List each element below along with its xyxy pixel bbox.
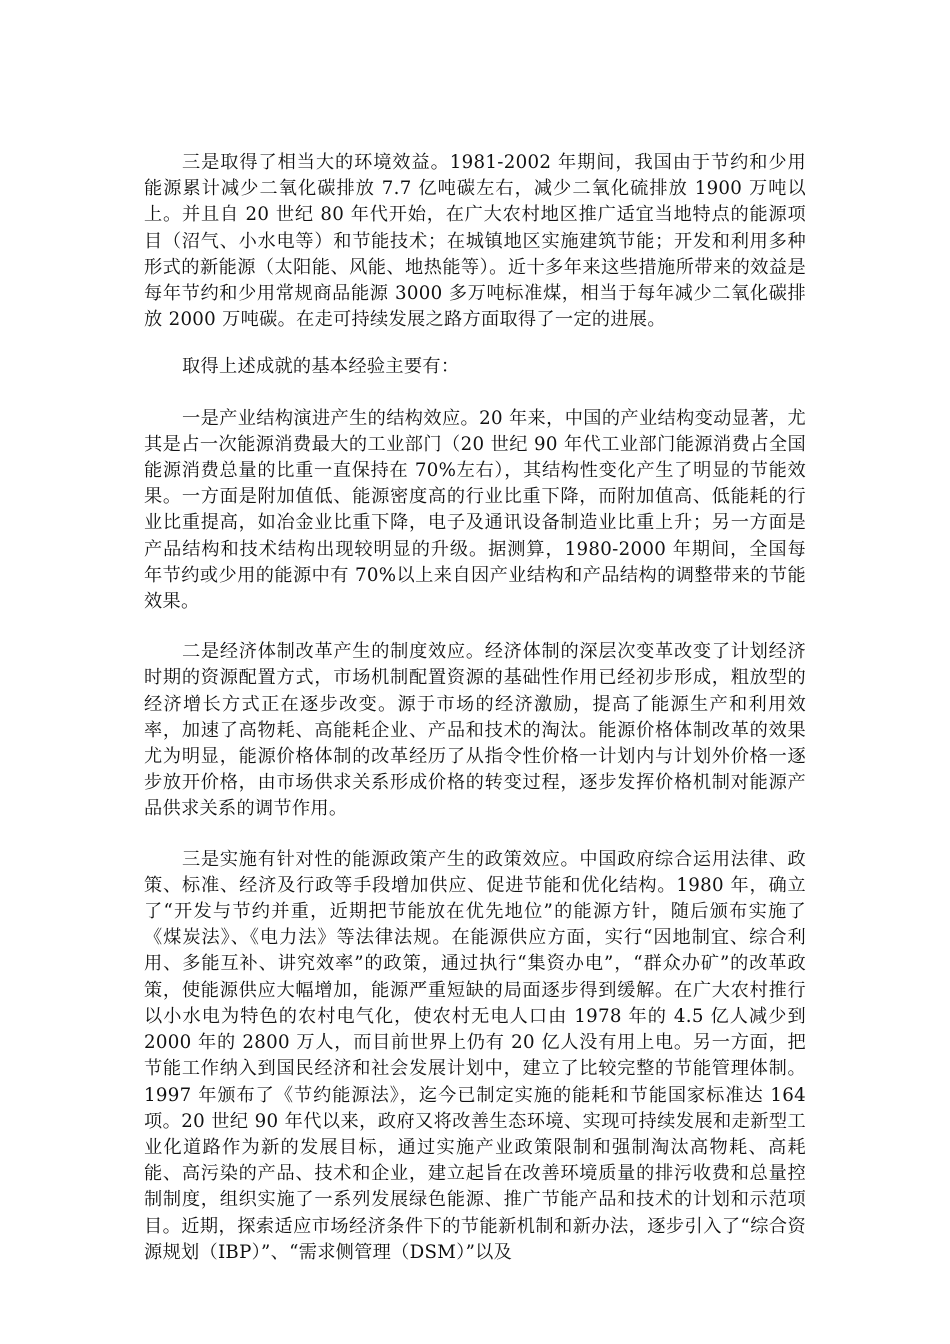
document-body xyxy=(144,150,806,1266)
paragraph-structural-effect: 一是产业结构演进产生的结构效应。20 年来，中国的产业结构变动显著，尤其是占一次能源消费最大的工业部门（20 世纪 90 年代工业部门能源消费占全国能源消费总量的比重一直保持在 70%左右），其结构性变化产生了明显的节能效果。一方面是附加值低、能源密度高的行业比重下降，而附加值高、低能耗的行业比重提高，如冶金业比重下降，电子及通讯设备制造业比重上升；另一方面是产品结构和技术结构出现较明显的升级。据测算，1980-2000 年期间，全国每年节约或少用的能源中有 70%以上来自因产业结构和产品结构的调整带来的节能效果。 xyxy=(144,407,806,613)
paragraph-policy-effect: 三是实施有针对性的能源政策产生的政策效应。中国政府综合运用法律、政策、标准、经济及行政等手段增加供应、促进节能和优化结构。1980 年，确立了“开发与节约并重，近期把节能放在优先地位”的能源方针，随后颁布实施了《煤炭法》、《电力法》等法律法规。在能源供应方面，实行“因地制宜、综合利用、多能互补、讲究效率”的政策，通过执行“集资办电”，“群众办矿”的改革政策，使能源供应大幅增加，能源严重短缺的局面逐步得到缓解。在广大农村推行以小水电为特色的农村电气化，使农村无电人口由 1978 年的 4.5 亿人减少到 2000 年的 2800 万人，而目前世界上仍有 20 亿人没有用上电。另一方面，把节能工作纳入到国民经济和社会发展计划中，建立了比较完整的节能管理体制。1997 年颁布了《节约能源法》，迄今已制定实施的能耗和节能国家标准达 164 项。20 世纪 90 年代以来，政府又将改善生态环境、实现可持续发展和走新型工业化道路作为新的发展目标，通过实施产业政策限制和强制淘汰高物耗、高耗能、高污染的产品、技术和企业，建立起旨在改善环境质量的排污收费和总量控制制度，组织实施了一系列发展绿色能源、推广节能产品和技术的计划和示范项目。近期，探索适应市场经济条件下的节能新机制和新办法，逐步引入了“综合资源规划（IBP）”、“需求侧管理（DSM）”以及 xyxy=(144,848,806,1263)
paragraph-institutional-effect: 二是经济体制改革产生的制度效应。经济体制的深层次变革改变了计划经济时期的资源配置方式，市场机制配置资源的基础性作用已经初步形成，粗放型的经济增长方式正在逐步改变。源于市场的经济激励，提高了能源生产和利用效率，加速了高物耗、高能耗企业、产品和技术的淘汰。能源价格体制改革的效果尤为明显，能源价格体制的改革经历了从指令性价格一计划内与计划外价格一逐步放开价格，由市场供求关系形成价格的转变过程，逐步发挥价格机制对能源产品供求关系的调节作用。 xyxy=(144,641,806,820)
paragraph-basic-experience-intro: 取得上述成就的基本经验主要有： xyxy=(182,356,460,378)
paragraph-environmental-benefits: 三是取得了相当大的环境效益。1981-2002 年期间，我国由于节约和少用能源累计减少二氧化碳排放 7.7 亿吨碳左右，减少二氧化硫排放 1900 万吨以上。并且自 20 世纪 80 年代开始，在广大农村地区推广适宜当地特点的能源项目（沼气、小水电等）和节能技术；在城镇地区实施建筑节能；开发和利用多种形式的新能源（太阳能、风能、地热能等）。近十多年来这些措施所带来的效益是每年节约和少用常规商品能源 3000 多万吨标准煤，相当于每年减少二氧化碳排放 2000 万吨碳。在走可持续发展之路方面取得了一定的进展。 xyxy=(144,152,806,331)
